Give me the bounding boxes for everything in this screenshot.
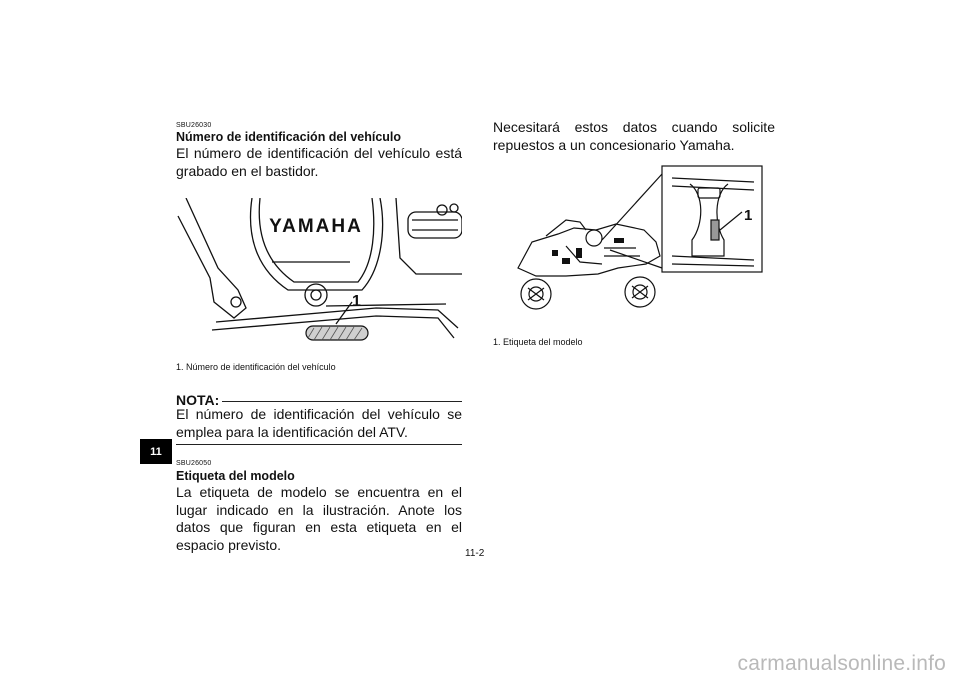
section-code: SBU26030 bbox=[176, 122, 212, 129]
callout-number: 1 bbox=[352, 293, 361, 310]
figure-caption: 1. Número de identificación del vehículo bbox=[176, 362, 336, 372]
callout-number: 1 bbox=[744, 207, 753, 224]
engine-logo: YAMAHA bbox=[269, 216, 363, 237]
section-paragraph: La etiqueta de modelo se encuentra en el lugar indicado en la ilustración. Anote los datos que figuran en esta etiqueta en el espacio previsto. bbox=[176, 484, 462, 553]
section-heading: Número de identificación del vehículo bbox=[176, 130, 402, 144]
right-paragraph: Necesitará estos datos cuando solicite repuestos a un concesionario Yamaha. bbox=[493, 119, 775, 153]
figure-caption: 1. Etiqueta del modelo bbox=[493, 337, 583, 347]
watermark-text: carmanualsonline.info bbox=[737, 652, 946, 675]
section-paragraph: El número de identificación del vehículo está grabado en el bastidor. bbox=[176, 145, 462, 179]
atv-label-illustration bbox=[506, 164, 766, 314]
section-heading: Etiqueta del modelo bbox=[176, 469, 295, 483]
note-top-rule bbox=[222, 401, 462, 402]
note-bottom-rule bbox=[176, 444, 462, 445]
frame-vin-illustration bbox=[176, 198, 462, 348]
note-label: NOTA: bbox=[176, 392, 220, 408]
chapter-tab: 11 bbox=[140, 439, 172, 464]
section-code: SBU26050 bbox=[176, 460, 212, 467]
note-text: El número de identificación del vehículo se emplea para la identificación del ATV. bbox=[176, 406, 462, 440]
page-number: 11-2 bbox=[465, 548, 485, 559]
